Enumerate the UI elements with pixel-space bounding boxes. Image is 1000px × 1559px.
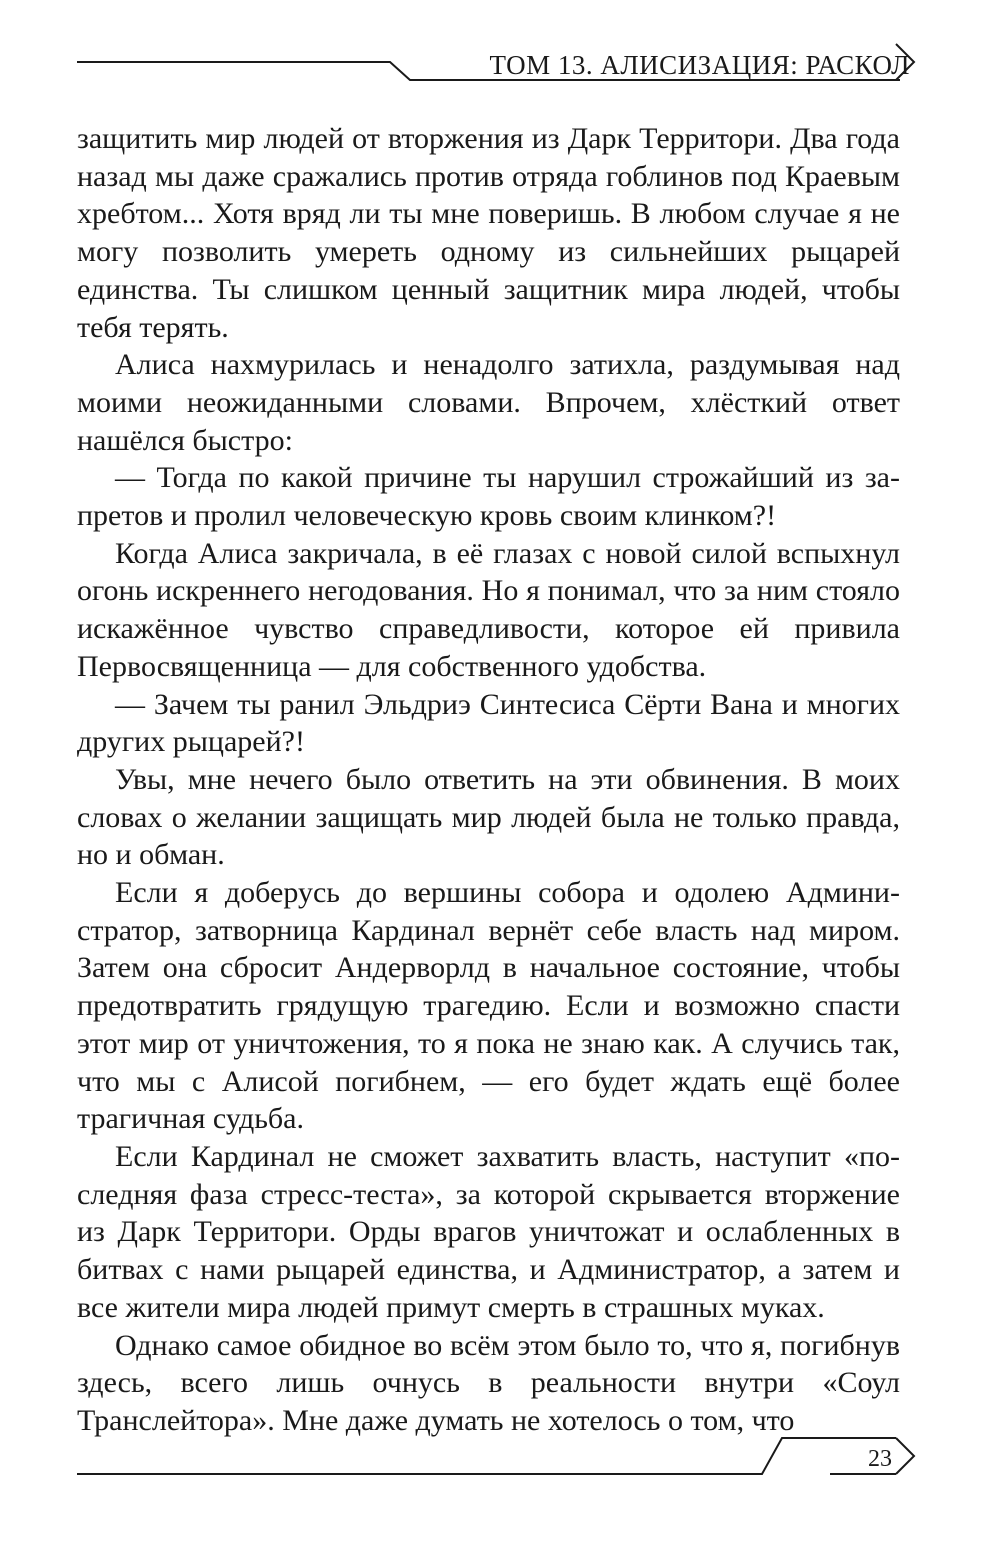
paragraph: Если я доберусь до вершины собора и одолею Администратор, затворница Кардинал вернёт себе власть над миром. Затем она сбросит Андерворлд в начальное состояние, чтобы предотвратить грядущую трагедию. Если и возможно спасти этот мир от уничтожения, то я пока не знаю как. А случись так, что мы с Алисой погибнем, — его будет ждать ещё более трагичная судьба. bbox=[77, 876, 900, 1136]
paragraph: защитить мир людей от вторжения из Дарк Территори. Два года назад мы даже сражались против отряда гоблинов под Краевым хребтом... Хотя вряд ли ты мне поверишь. В любом случае я не могу позволить умереть одному из сильнейших рыцарей единства. Ты слишком ценный защитник мира людей, чтобы тебя терять. bbox=[77, 122, 900, 344]
paragraph: Когда Алиса закричала, в её глазах с новой силой вспыхнул огонь искреннего негодования. Но я понимал, что за ним стояло искажённое чувство справедливости, которое ей привила Первосвященница — для собственного удобства. bbox=[77, 536, 900, 683]
paragraph: Однако самое обидное во всём этом было то, что я, погибнув здесь, всего лишь очнусь в реальности внутри «Соул Транслейтора». Мне даже думать не хотелось о том, что bbox=[77, 1328, 900, 1437]
running-title: ТОМ 13. АЛИСИЗАЦИЯ: РАСКОЛ bbox=[489, 50, 910, 80]
paragraph: — Зачем ты ранил Эльдриэ Синтесиса Сёрти Вана и многих других рыцарей?! bbox=[77, 687, 900, 759]
paragraph: Если Кардинал не сможет захватить власть, наступит «последняя фаза стресс-теста», за которой скрывается вторжение из Дарк Территори. Орды врагов уничтожат и ослабленных в битвах с нами рыцарей единства, и Администратор, а затем и все жители мира людей примут смерть в страшных муках. bbox=[77, 1139, 900, 1324]
paragraph: Алиса нахмурилась и ненадолго затихла, раздумывая над моими неожиданными словами. Впрочем, хлёсткий ответ нашёлся быстро: bbox=[77, 348, 900, 457]
paragraph: Увы, мне нечего было ответить на эти обвинения. В моих словах о желании защищать мир людей была не только правда, но и обман. bbox=[77, 762, 900, 872]
footer-rule bbox=[0, 1420, 1000, 1490]
footer-rule-line bbox=[77, 1438, 896, 1474]
paragraph: — Тогда по какой причине ты нарушил строжайший из запретов и пролил человеческую кровь своим клинком?! bbox=[77, 461, 900, 533]
body-text bbox=[77, 120, 900, 1440]
page-number: 23 bbox=[868, 1446, 892, 1472]
